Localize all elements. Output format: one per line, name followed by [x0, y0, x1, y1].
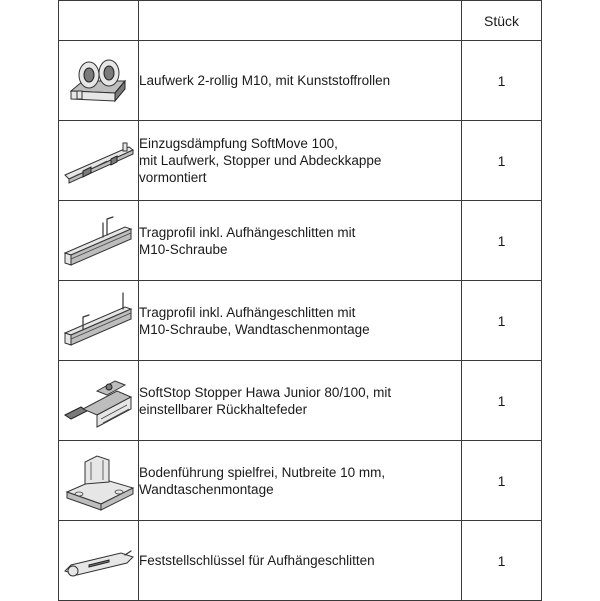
description-line: Laufwerk 2-rollig M10, mit Kunststoffrollen [139, 73, 391, 88]
item-quantity: 1 [462, 521, 542, 601]
item-description [139, 121, 462, 201]
description-line: mit Laufwerk, Stopper und Abdeckkappe [139, 153, 382, 168]
description-line: M10-Schraube [139, 241, 228, 257]
header-quantity-cell: Stück [462, 1, 542, 41]
parts-list-table [58, 0, 542, 601]
table-row [59, 201, 542, 281]
item-image-cell [59, 201, 139, 281]
item-description [139, 201, 462, 281]
item-image-cell [59, 441, 139, 521]
item-quantity: 1 [462, 281, 542, 361]
description-line: M10-Schraube, Wandtaschenmontage [139, 321, 370, 337]
item-description [139, 441, 462, 521]
table-header-row [59, 1, 542, 41]
description-line: Einzugsdämpfung SoftMove 100, [139, 136, 338, 151]
softstop-stopper-icon [61, 369, 137, 433]
description-line: Feststellschlüssel für Aufhängeschlitten [139, 553, 375, 568]
description-line: Wandtaschenmontage [139, 481, 274, 497]
item-quantity: 1 [462, 361, 542, 441]
item-quantity: 1 [462, 441, 542, 521]
track-profile-icon [61, 209, 137, 273]
item-quantity: 1 [462, 41, 542, 121]
item-description [139, 281, 462, 361]
item-image-cell [59, 121, 139, 201]
table-row [59, 281, 542, 361]
track-profile-wall-pocket-icon [61, 289, 137, 353]
table-row [59, 521, 542, 601]
item-image-cell [59, 41, 139, 121]
description-line: Bodenführung spielfrei, Nutbreite 10 mm, [139, 464, 386, 480]
header-image-cell [59, 1, 139, 41]
item-quantity: 1 [462, 121, 542, 201]
description-line: SoftStop Stopper Hawa Junior 80/100, mit [139, 384, 392, 400]
item-image-cell [59, 281, 139, 361]
table-row [59, 121, 542, 201]
item-image-cell [59, 361, 139, 441]
description-line: vormontiert [139, 170, 207, 185]
item-description [139, 361, 462, 441]
floor-guide-icon [61, 448, 137, 514]
roller-carriage-icon [63, 51, 135, 111]
table-row [59, 361, 542, 441]
table-row [59, 41, 542, 121]
description-line: Tragprofil inkl. Aufhängeschlitten mit [139, 304, 356, 320]
description-line: einstellbarer Rückhaltefeder [139, 401, 308, 417]
item-image-cell [59, 521, 139, 601]
item-quantity: 1 [462, 201, 542, 281]
table-row [59, 441, 542, 521]
header-description-cell [139, 1, 462, 41]
item-description [139, 521, 462, 601]
description-line: Tragprofil inkl. Aufhängeschlitten mit [139, 224, 356, 240]
locking-wrench-icon [61, 531, 137, 591]
softmove-damper-icon [61, 131, 137, 191]
item-description [139, 41, 462, 121]
